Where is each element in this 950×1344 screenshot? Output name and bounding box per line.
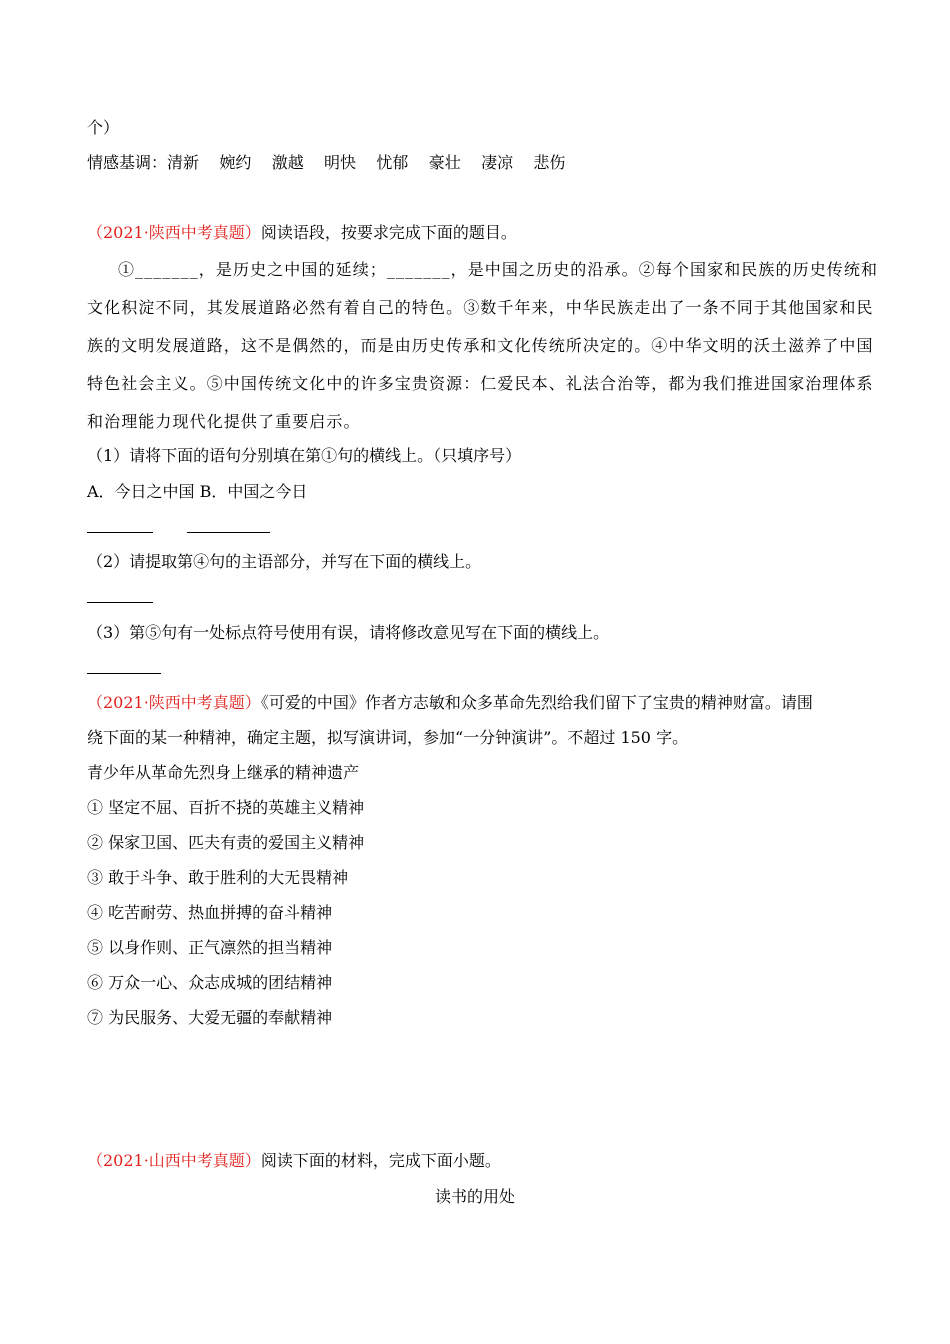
question-1-prompt: 阅读语段，按要求完成下面的题目。 xyxy=(260,223,517,242)
answer-blank-1a[interactable] xyxy=(87,532,153,533)
question-3-header xyxy=(87,1150,501,1172)
answer-blank-2[interactable] xyxy=(87,602,153,603)
spirit-item-4: ④ 吃苦耐劳、热血拼搏的奋斗精神 xyxy=(87,903,333,922)
question-3-prompt: 阅读下面的材料，完成下面小题。 xyxy=(260,1151,501,1170)
answer-blank-1b[interactable] xyxy=(187,532,270,533)
passage-line-2: 文化积淀不同，其发展道路必然有着自己的特色。③数千年来，中华民族走出了一条不同于其他国家和民 xyxy=(87,298,874,317)
continuation-text: 个） xyxy=(87,118,120,137)
spirit-item-3: ③ 敢于斗争、敢于胜利的大无畏精神 xyxy=(87,868,349,887)
passage-line-4: 特色社会主义。⑤中国传统文化中的许多宝贵资源：仁爱民本、礼法合治等，都为我们推进国家治理体系 xyxy=(87,374,874,393)
emotion-tones-line: 情感基调：清新 婉约 激越 明快 忧郁 豪壮 凄凉 悲伤 xyxy=(87,153,566,172)
passage-line-3: 族的文明发展道路，这不是偶然的，而是由历史传承和文化传统所决定的。④中华文明的沃土滋养了中国 xyxy=(87,336,874,355)
passage-line-1: ①_______，是历史之中国的延续；_______，是中国之历史的沿承。②每个国家和民族的历史传统和 xyxy=(118,260,879,279)
options-line: A．今日之中国 B．中国之今日 xyxy=(87,482,308,501)
question-2-prompt-2: 绕下面的某一种精神，确定主题，拟写演讲词，参加“一分钟演讲”。不超过 150 字。 xyxy=(87,728,689,747)
question-2-prompt-1: 《可爱的中国》作者方志敏和众多革命先烈给我们留下了宝贵的精神财富。请围 xyxy=(260,693,813,712)
spirit-item-5: ⑤ 以身作则、正气凛然的担当精神 xyxy=(87,938,333,957)
spirit-item-1: ① 坚定不屈、百折不挠的英雄主义精神 xyxy=(87,798,365,817)
spirit-heading: 青少年从革命先烈身上继承的精神遗产 xyxy=(87,763,360,782)
sub-question-1: （1）请将下面的语句分别填在第①句的横线上。（只填序号） xyxy=(87,446,522,465)
question-1-header xyxy=(87,222,517,244)
question-1-source: （2021·陕西中考真题） xyxy=(87,223,261,242)
passage-line-5: 和治理能力现代化提供了重要启示。 xyxy=(87,412,361,431)
article-title: 读书的用处 xyxy=(434,1187,515,1206)
sub-question-3: （3）第⑤句有一处标点符号使用有误，请将修改意见写在下面的横线上。 xyxy=(87,623,610,642)
answer-blank-3[interactable] xyxy=(87,673,161,674)
spirit-item-6: ⑥ 万众一心、众志成城的团结精神 xyxy=(87,973,333,992)
sub-question-2: （2）请提取第④句的主语部分，并写在下面的横线上。 xyxy=(87,552,482,571)
question-2-header xyxy=(87,692,813,714)
spirit-item-2: ② 保家卫国、匹夫有责的爱国主义精神 xyxy=(87,833,365,852)
question-2-source: （2021·陕西中考真题） xyxy=(87,693,261,712)
spirit-item-7: ⑦ 为民服务、大爱无疆的奉献精神 xyxy=(87,1008,333,1027)
question-3-source: （2021·山西中考真题） xyxy=(87,1151,261,1170)
